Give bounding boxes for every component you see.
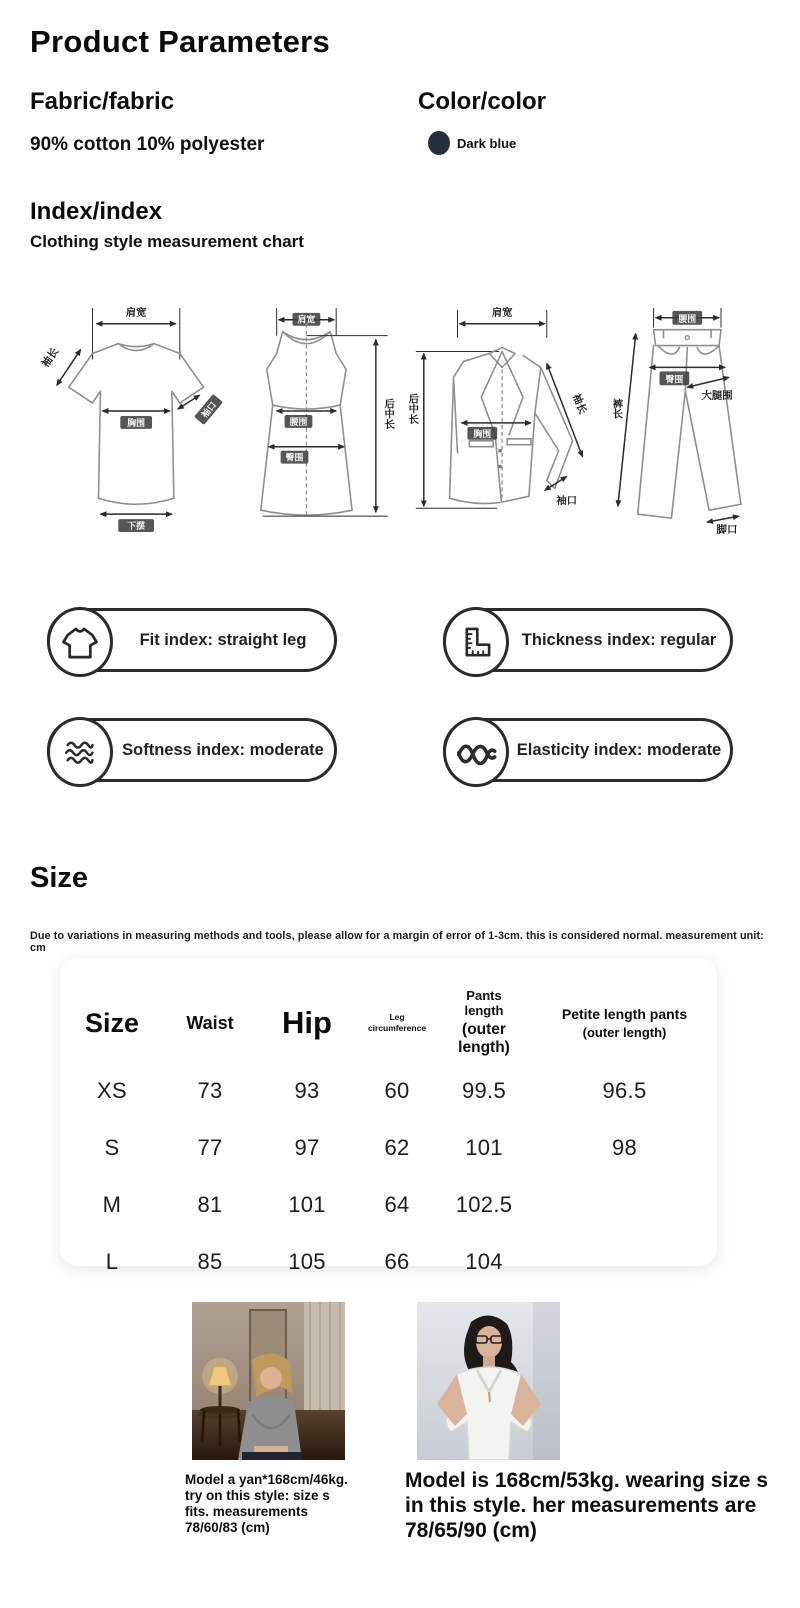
blazer-sleeve-length-label: 袖长	[569, 392, 588, 416]
dress-measurement-diagram	[237, 293, 396, 535]
cell-leg: 64	[384, 1191, 410, 1217]
thickness-index-pill	[443, 608, 733, 672]
cell-hip: 93	[294, 1077, 320, 1103]
table-row-xs	[60, 1062, 717, 1119]
col-header-petite-length-pants	[532, 1006, 717, 1040]
model-caption-right: Model is 168cm/53kg. wearing size s in this style. her measurements are 78/65/90 (cm)	[405, 1469, 768, 1543]
pants-length-label: 裤长	[610, 398, 622, 419]
color-name: Dark blue	[457, 135, 517, 151]
cell-waist: 85	[197, 1248, 223, 1274]
cell-size: XS	[97, 1077, 127, 1103]
cell-petite: 98	[611, 1134, 638, 1160]
blazer-cuff-label: 袖口	[556, 496, 578, 508]
tshirt-shoulder-label: 肩宽	[125, 307, 147, 319]
softness-index-label: Softness index: moderate	[122, 740, 324, 759]
cell-petite: 96.5	[602, 1077, 647, 1103]
tshirt-chest-label: 胸围	[127, 417, 146, 428]
fit-index-label: Fit index: straight leg	[139, 630, 307, 649]
table-row-m	[60, 1176, 717, 1233]
dress-back-center-length-label: 后中长	[382, 398, 394, 430]
fit-index-pill	[47, 608, 337, 672]
cell-leg: 62	[384, 1134, 410, 1160]
cell-waist: 81	[197, 1191, 223, 1217]
table-row-l	[60, 1233, 717, 1290]
pants-thigh-label: 大腿围	[701, 391, 734, 403]
cell-hip: 101	[288, 1191, 326, 1217]
cell-waist: 77	[197, 1134, 223, 1160]
model-caption-left: Model a yan*168cm/46kg. try on this style: size s fits. measurements 78/60/83 (cm)	[185, 1472, 348, 1535]
dress-shoulder-label: 肩宽	[297, 314, 316, 325]
size-table-header	[60, 984, 717, 1062]
softness-waves-icon	[47, 717, 113, 787]
tshirt-hem-label: 下摆	[127, 521, 146, 532]
cell-pants: 104	[465, 1248, 503, 1274]
dress-waist-label: 腰围	[289, 416, 308, 427]
elasticity-spring-icon	[443, 717, 509, 787]
col-header-pants-length-sub: (outer length)	[458, 1020, 510, 1056]
col-header-leg-line1: Leg	[389, 1012, 405, 1023]
col-header-leg-line2: circumference	[367, 1023, 427, 1033]
cell-pants: 99.5	[461, 1077, 507, 1103]
cell-size: L	[105, 1248, 119, 1274]
tshirt-cuff-label: 袖口	[199, 399, 219, 420]
dress-hip-label: 臀围	[285, 452, 304, 463]
cell-size: S	[104, 1134, 120, 1160]
size-disclaimer: Due to variations in measuring methods and tools, please allow for a margin of error of 1-3cm. this is considered normal. measurement unit: cm	[30, 930, 764, 954]
index-subheading: Clothing style measurement chart	[30, 232, 304, 251]
index-heading: Index/index	[30, 198, 163, 225]
color-swatch-dark-blue	[428, 131, 450, 155]
thickness-index-label: Thickness index: regular	[521, 630, 717, 649]
page-title: Product Parameters	[30, 24, 331, 59]
cell-hip: 105	[288, 1248, 326, 1274]
col-header-hip: Hip	[282, 1005, 332, 1040]
size-table-card	[60, 958, 717, 1274]
col-header-pants-length	[436, 989, 532, 1057]
blazer-back-center-length-label: 后中长	[406, 393, 418, 425]
cell-size: M	[102, 1191, 122, 1217]
col-header-petite-sub: (outer length)	[582, 1025, 667, 1040]
cell-waist: 73	[197, 1077, 223, 1103]
col-header-petite-main: Petite length pants	[561, 1006, 688, 1022]
table-row-s	[60, 1119, 717, 1176]
studio-model-illustration	[417, 1302, 560, 1460]
cell-pants: 101	[465, 1134, 503, 1160]
pants-hip-label: 臀围	[665, 374, 684, 385]
measurement-diagrams	[35, 293, 765, 535]
col-header-waist: Waist	[186, 1012, 234, 1033]
cell-pants: 102.5	[455, 1191, 513, 1217]
pants-waist-label: 腰围	[678, 313, 697, 324]
model-photo-left	[192, 1302, 345, 1460]
model-photo-right	[417, 1302, 560, 1460]
col-header-pants-length-main: Pants length	[464, 988, 504, 1018]
elasticity-index-label: Elasticity index: moderate	[516, 740, 722, 759]
col-header-size: Size	[84, 1007, 140, 1038]
cell-hip: 97	[294, 1134, 320, 1160]
blazer-chest-label: 胸围	[473, 428, 492, 439]
softness-index-pill	[47, 718, 337, 782]
color-option	[428, 131, 516, 155]
color-heading: Color/color	[418, 88, 547, 115]
thickness-ruler-icon	[443, 607, 509, 677]
tshirt-measurement-diagram	[35, 293, 235, 535]
pants-measurement-diagram	[602, 293, 765, 535]
blazer-measurement-diagram	[398, 293, 600, 535]
blazer-shoulder-label: 肩宽	[491, 307, 513, 319]
indoor-model-illustration	[192, 1302, 345, 1460]
tshirt-sleeve-length-label: 袖长	[40, 346, 62, 370]
elasticity-index-pill	[443, 718, 733, 782]
cell-leg: 66	[384, 1248, 410, 1274]
cell-leg: 60	[384, 1077, 410, 1103]
fabric-heading: Fabric/fabric	[30, 88, 175, 115]
pants-leg-opening-label: 脚口	[716, 525, 738, 535]
col-header-leg-circumference	[358, 1012, 436, 1033]
tshirt-icon	[47, 607, 113, 677]
size-heading: Size	[30, 862, 89, 894]
fabric-composition: 90% cotton 10% polyester	[30, 134, 265, 155]
